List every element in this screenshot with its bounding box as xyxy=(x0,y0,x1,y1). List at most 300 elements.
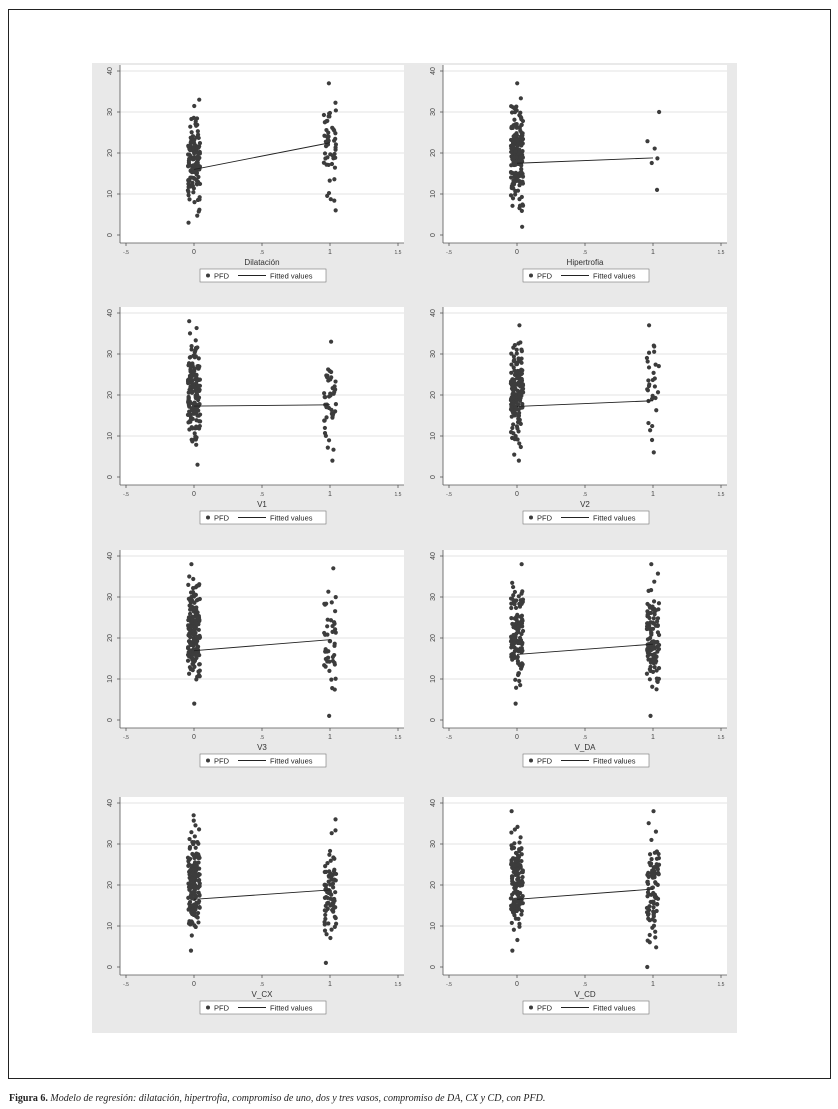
data-point xyxy=(194,119,198,123)
data-point xyxy=(648,714,652,718)
data-point xyxy=(326,378,330,382)
data-point xyxy=(650,438,654,442)
data-point xyxy=(510,877,514,881)
data-point xyxy=(519,847,523,851)
data-point xyxy=(187,319,191,323)
data-point xyxy=(188,163,192,167)
data-point xyxy=(518,604,522,608)
legend xyxy=(200,1001,326,1014)
data-point xyxy=(187,157,191,161)
data-point xyxy=(331,413,335,417)
y-tick-label: 0 xyxy=(430,233,437,237)
data-point xyxy=(521,600,525,604)
data-point xyxy=(194,901,198,905)
y-tick-label: 10 xyxy=(430,190,437,198)
data-point xyxy=(333,925,337,929)
data-point xyxy=(196,175,200,179)
data-point xyxy=(194,435,198,439)
data-point xyxy=(327,114,331,118)
legend-marker-point xyxy=(529,516,533,520)
y-tick-label: 10 xyxy=(430,922,437,930)
data-point xyxy=(187,627,191,631)
data-point xyxy=(194,326,198,330)
data-point xyxy=(651,647,655,651)
data-point xyxy=(651,670,655,674)
data-point xyxy=(192,638,196,642)
data-point xyxy=(509,830,513,834)
data-point xyxy=(519,356,523,360)
data-point xyxy=(646,359,650,363)
data-point xyxy=(192,163,196,167)
data-point xyxy=(322,391,326,395)
plot-area xyxy=(120,307,404,485)
data-point xyxy=(656,390,660,394)
data-point xyxy=(510,436,514,440)
data-point xyxy=(192,813,196,817)
data-point xyxy=(325,633,329,637)
data-point xyxy=(515,376,519,380)
x-tick-label: 1.5 xyxy=(394,735,402,741)
scatter-plot-v1 xyxy=(92,305,412,537)
data-point xyxy=(518,378,522,382)
data-point xyxy=(186,583,190,587)
data-point xyxy=(521,662,525,666)
y-tick-label: 20 xyxy=(107,881,114,889)
data-point xyxy=(190,439,194,443)
data-point xyxy=(331,566,335,570)
data-point xyxy=(192,177,196,181)
data-point xyxy=(647,382,651,386)
data-point xyxy=(519,96,523,100)
legend-marker-point xyxy=(529,1006,533,1010)
x-tick-label: .5 xyxy=(259,492,265,498)
legend-marker-point xyxy=(206,274,210,278)
y-tick-label: 40 xyxy=(430,799,437,807)
y-tick-label: 0 xyxy=(107,718,114,722)
data-point xyxy=(513,411,517,415)
data-point xyxy=(193,834,197,838)
data-point xyxy=(332,897,336,901)
chart-svg xyxy=(92,305,412,537)
legend xyxy=(523,1001,649,1014)
data-point xyxy=(190,877,194,881)
legend-label-fitted: Fitted values xyxy=(270,271,313,281)
data-point xyxy=(516,661,520,665)
data-point xyxy=(196,129,200,133)
data-point xyxy=(656,616,660,620)
data-point xyxy=(654,408,658,412)
data-point xyxy=(333,905,337,909)
data-point xyxy=(515,883,519,887)
data-point xyxy=(197,878,201,882)
data-point xyxy=(188,355,192,359)
data-point xyxy=(194,424,198,428)
data-point xyxy=(323,426,327,430)
data-point xyxy=(516,175,520,179)
data-point xyxy=(510,204,514,208)
data-point xyxy=(334,916,338,920)
data-point xyxy=(334,402,338,406)
data-point xyxy=(646,637,650,641)
data-point xyxy=(323,929,327,933)
y-tick-label: 20 xyxy=(430,391,437,399)
x-axis-label: Hipertrofia xyxy=(566,258,604,267)
x-tick-label: .5 xyxy=(259,735,265,741)
data-point xyxy=(657,666,661,670)
y-tick-label: 30 xyxy=(107,840,114,848)
data-point xyxy=(519,117,523,121)
data-point xyxy=(189,949,193,953)
data-point xyxy=(650,685,654,689)
data-point xyxy=(197,419,201,423)
data-point xyxy=(194,846,198,850)
data-point xyxy=(324,932,328,936)
data-point xyxy=(519,859,523,863)
data-point xyxy=(511,145,515,149)
data-point xyxy=(645,139,649,143)
data-point xyxy=(193,823,197,827)
data-point xyxy=(195,463,199,467)
data-point xyxy=(190,908,194,912)
data-point xyxy=(648,428,652,432)
data-point xyxy=(515,613,519,617)
data-point xyxy=(515,656,519,660)
data-point xyxy=(189,884,193,888)
y-tick-label: 40 xyxy=(107,309,114,317)
data-point xyxy=(511,585,515,589)
data-point xyxy=(654,896,658,900)
y-tick-label: 10 xyxy=(107,432,114,440)
data-point xyxy=(188,857,192,861)
data-point xyxy=(322,663,326,667)
legend xyxy=(200,511,326,524)
data-point xyxy=(511,625,515,629)
legend xyxy=(523,269,649,282)
plot-area xyxy=(443,797,727,975)
data-point xyxy=(197,827,201,831)
data-point xyxy=(646,421,650,425)
data-point xyxy=(511,422,515,426)
data-point xyxy=(645,965,649,969)
data-point xyxy=(512,163,516,167)
data-point xyxy=(515,81,519,85)
plot-area xyxy=(443,550,727,728)
data-point xyxy=(647,861,651,865)
data-point xyxy=(333,137,337,141)
legend xyxy=(200,754,326,767)
data-point xyxy=(191,577,195,581)
data-point xyxy=(510,643,514,647)
x-tick-label: 1.5 xyxy=(394,492,402,498)
data-point xyxy=(189,562,193,566)
data-point xyxy=(197,618,201,622)
legend-label-pfd: PFD xyxy=(214,1003,229,1013)
data-point xyxy=(194,593,198,597)
data-point xyxy=(198,662,202,666)
y-tick-label: 10 xyxy=(430,675,437,683)
data-point xyxy=(514,606,518,610)
y-tick-label: 0 xyxy=(430,965,437,969)
data-point xyxy=(521,870,525,874)
data-point xyxy=(518,646,522,650)
data-point xyxy=(512,395,516,399)
data-point xyxy=(518,835,522,839)
x-tick-label: -.5 xyxy=(123,492,129,498)
data-point xyxy=(510,921,514,925)
y-tick-label: 30 xyxy=(430,108,437,116)
x-tick-label: 0 xyxy=(192,734,196,741)
data-point xyxy=(649,588,653,592)
data-point xyxy=(652,865,656,869)
x-tick-label: 1.5 xyxy=(717,250,725,256)
data-point xyxy=(649,631,653,635)
y-tick-label: 40 xyxy=(430,552,437,560)
data-point xyxy=(330,831,334,835)
data-point xyxy=(515,628,519,632)
data-point xyxy=(186,864,190,868)
data-point xyxy=(325,861,329,865)
x-tick-label: 1 xyxy=(651,981,655,988)
data-point xyxy=(516,625,520,629)
figure-caption xyxy=(9,1093,545,1104)
data-point xyxy=(517,907,521,911)
legend-label-pfd: PFD xyxy=(214,271,229,281)
x-tick-label: .5 xyxy=(259,250,265,256)
x-tick-label: -.5 xyxy=(446,250,452,256)
data-point xyxy=(192,819,196,823)
data-point xyxy=(325,896,329,900)
data-point xyxy=(195,214,199,218)
data-point xyxy=(653,665,657,669)
chart-svg xyxy=(415,795,735,1027)
legend-label-pfd: PFD xyxy=(537,271,552,281)
chart-svg xyxy=(92,548,412,780)
x-axis-label: V1 xyxy=(257,500,267,509)
data-point xyxy=(330,600,334,604)
data-point xyxy=(646,388,650,392)
data-point xyxy=(509,138,513,142)
x-tick-label: -.5 xyxy=(446,492,452,498)
data-point xyxy=(648,677,652,681)
y-tick-label: 20 xyxy=(107,391,114,399)
y-tick-label: 0 xyxy=(107,475,114,479)
data-point xyxy=(513,149,517,153)
x-tick-label: 0 xyxy=(515,734,519,741)
data-point xyxy=(509,379,513,383)
data-point xyxy=(332,661,336,665)
data-point xyxy=(192,412,196,416)
data-point xyxy=(186,190,190,194)
data-point xyxy=(520,624,524,628)
scatter-plot-dilatacion xyxy=(92,63,412,295)
data-point xyxy=(329,928,333,932)
x-axis-label: V_CX xyxy=(251,990,273,999)
data-point xyxy=(333,890,337,894)
legend-marker-point xyxy=(529,274,533,278)
data-point xyxy=(509,104,513,108)
data-point xyxy=(323,151,327,155)
data-point xyxy=(194,868,198,872)
data-point xyxy=(326,921,330,925)
data-point xyxy=(511,633,515,637)
data-point xyxy=(512,365,516,369)
data-point xyxy=(186,896,190,900)
data-point xyxy=(189,590,193,594)
data-point xyxy=(191,383,195,387)
data-point xyxy=(188,868,192,872)
legend-label-pfd: PFD xyxy=(214,513,229,523)
data-point xyxy=(195,584,199,588)
data-point xyxy=(647,323,651,327)
data-point xyxy=(193,873,197,877)
data-point xyxy=(513,343,517,347)
x-axis-label: V_DA xyxy=(574,743,596,752)
data-point xyxy=(333,101,337,105)
data-point xyxy=(516,402,520,406)
legend-marker-point xyxy=(529,759,533,763)
data-point xyxy=(333,609,337,613)
x-tick-label: 0 xyxy=(192,981,196,988)
x-tick-label: .5 xyxy=(582,492,588,498)
data-point xyxy=(652,580,656,584)
legend-label-fitted: Fitted values xyxy=(270,1003,313,1013)
data-point xyxy=(652,350,656,354)
data-point xyxy=(653,880,657,884)
data-point xyxy=(513,123,517,127)
data-point xyxy=(188,665,192,669)
x-tick-label: -.5 xyxy=(123,982,129,988)
data-point xyxy=(647,616,651,620)
data-point xyxy=(519,591,523,595)
y-tick-label: 30 xyxy=(430,350,437,358)
data-point xyxy=(194,625,198,629)
data-point xyxy=(327,853,331,857)
data-point xyxy=(514,859,518,863)
x-tick-label: 0 xyxy=(515,491,519,498)
data-point xyxy=(332,199,336,203)
data-point xyxy=(324,602,328,606)
data-point xyxy=(189,830,193,834)
data-point xyxy=(198,597,202,601)
data-point xyxy=(657,110,661,114)
data-point xyxy=(515,348,519,352)
y-tick-label: 0 xyxy=(107,965,114,969)
x-tick-label: .5 xyxy=(582,735,588,741)
y-tick-label: 20 xyxy=(107,149,114,157)
data-point xyxy=(646,626,650,630)
data-point xyxy=(510,809,514,813)
data-point xyxy=(512,928,516,932)
data-point xyxy=(651,905,655,909)
y-tick-label: 30 xyxy=(107,350,114,358)
data-point xyxy=(512,182,516,186)
data-point xyxy=(334,108,338,112)
data-point xyxy=(654,655,658,659)
data-point xyxy=(655,857,659,861)
data-point xyxy=(521,881,525,885)
data-point xyxy=(187,197,191,201)
x-tick-label: -.5 xyxy=(446,735,452,741)
y-tick-label: 0 xyxy=(107,233,114,237)
data-point xyxy=(517,113,521,117)
scatter-plot-v-cx xyxy=(92,795,412,1027)
data-point xyxy=(509,606,513,610)
data-point xyxy=(188,612,192,616)
data-point xyxy=(332,177,336,181)
data-point xyxy=(196,396,200,400)
x-tick-label: -.5 xyxy=(123,250,129,256)
data-point xyxy=(198,151,202,155)
data-point xyxy=(192,116,196,120)
data-point xyxy=(655,902,659,906)
data-point xyxy=(520,390,524,394)
data-point xyxy=(655,188,659,192)
data-point xyxy=(651,809,655,813)
scatter-plot-hipertrofia xyxy=(415,63,735,295)
data-point xyxy=(187,145,191,149)
x-tick-label: 0 xyxy=(192,491,196,498)
chart-svg xyxy=(92,795,412,1027)
data-point xyxy=(510,110,514,114)
data-point xyxy=(191,190,195,194)
data-point xyxy=(657,364,661,368)
data-point xyxy=(651,621,655,625)
data-point xyxy=(189,643,193,647)
data-point xyxy=(188,367,192,371)
data-point xyxy=(192,702,196,706)
data-point xyxy=(197,209,201,213)
data-point xyxy=(519,170,523,174)
y-tick-label: 40 xyxy=(430,309,437,317)
data-point xyxy=(331,885,335,889)
legend-marker-point xyxy=(206,759,210,763)
data-point xyxy=(323,913,327,917)
data-point xyxy=(518,340,522,344)
legend-label-fitted: Fitted values xyxy=(593,513,636,523)
data-point xyxy=(323,922,327,926)
data-point xyxy=(517,925,521,929)
data-point xyxy=(509,150,513,154)
data-point xyxy=(520,123,524,127)
y-tick-label: 10 xyxy=(430,432,437,440)
data-point xyxy=(645,672,649,676)
data-point xyxy=(509,896,513,900)
data-point xyxy=(514,171,518,175)
data-point xyxy=(653,384,657,388)
data-point xyxy=(332,644,336,648)
x-tick-label: 0 xyxy=(192,249,196,256)
data-point xyxy=(653,660,657,664)
scatter-plot-v2 xyxy=(415,305,735,537)
data-point xyxy=(195,345,199,349)
chart-svg xyxy=(415,305,735,537)
x-tick-label: 0 xyxy=(515,249,519,256)
legend-label-pfd: PFD xyxy=(214,756,229,766)
data-point xyxy=(333,828,337,832)
x-tick-label: 1 xyxy=(651,249,655,256)
x-tick-label: 1 xyxy=(328,249,332,256)
legend-label-fitted: Fitted values xyxy=(593,756,636,766)
data-point xyxy=(521,175,525,179)
x-tick-label: 1.5 xyxy=(394,250,402,256)
data-point xyxy=(329,893,333,897)
data-point xyxy=(190,406,194,410)
data-point xyxy=(646,657,650,661)
data-point xyxy=(331,448,335,452)
x-tick-label: 1.5 xyxy=(717,492,725,498)
data-point xyxy=(519,445,523,449)
data-point xyxy=(510,658,514,662)
